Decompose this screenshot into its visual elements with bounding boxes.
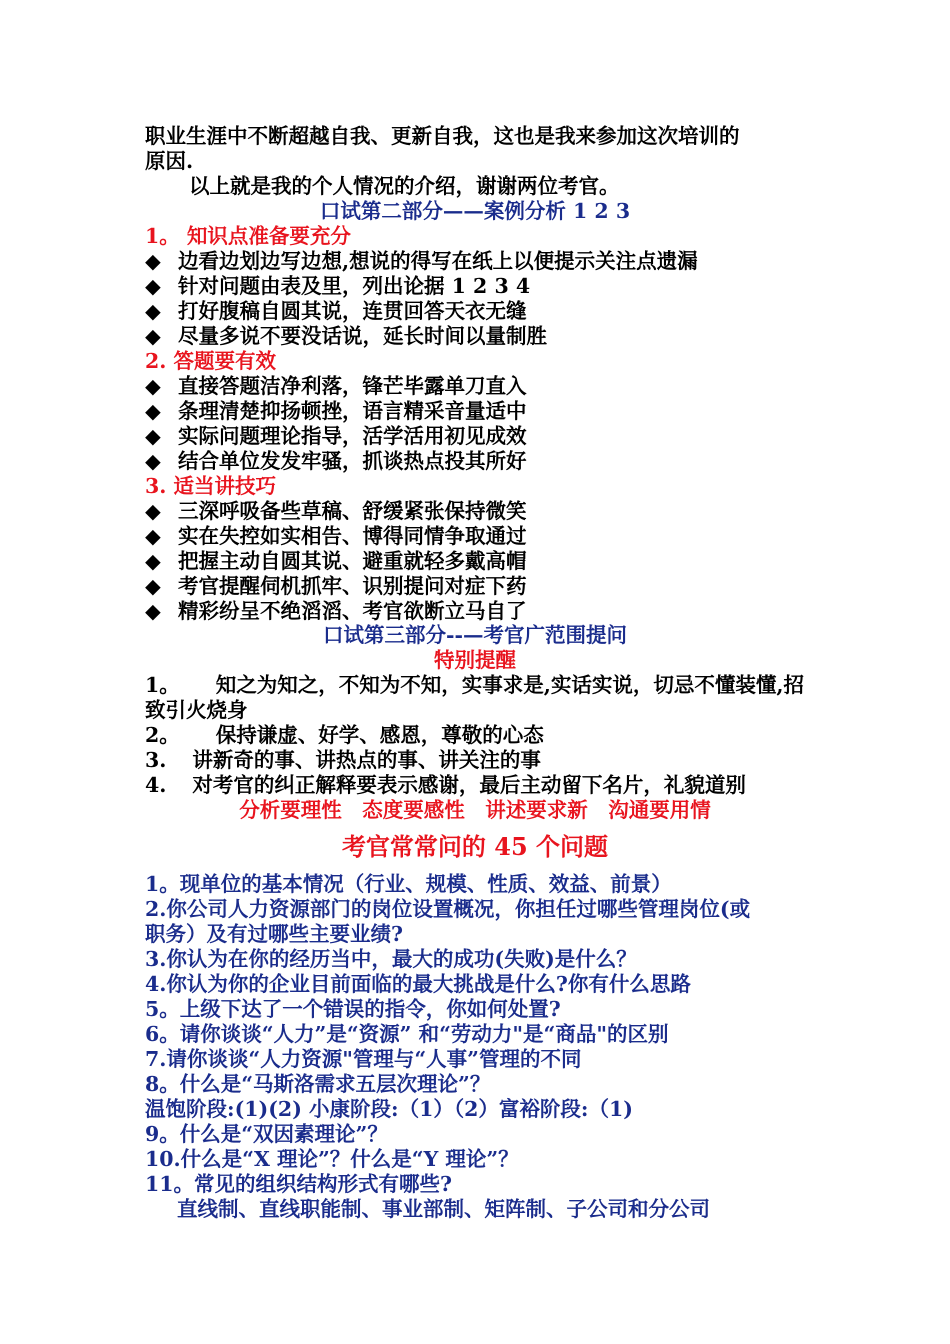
diamond-bullet-icon: ◆ — [145, 574, 161, 598]
bullet-text: 实在失控如实相告、博得同情争取通过 — [178, 524, 527, 548]
part3-subtitle: 特别提醒 — [434, 648, 516, 672]
part3-title: 口试第三部分--—考官广范围提问 — [322, 623, 628, 647]
item-number: 2。 — [145, 723, 180, 747]
bullet-text: 把握主动自圆其说、避重就轻多戴高帽 — [178, 549, 527, 573]
question-line: 3.你认为在你的经历当中，最大的成功(失败)是什么？ — [145, 947, 637, 971]
diamond-bullet-icon: ◆ — [145, 374, 161, 398]
item-text: 讲新奇的事、讲热点的事、讲关注的事 — [192, 748, 541, 772]
question-line: 10.什么是“X 理论”？什么是“Y 理论”？ — [145, 1147, 519, 1171]
diamond-bullet-icon: ◆ — [145, 449, 161, 473]
bullet-text: 打好腹稿自圆其说，连贯回答天衣无缝 — [178, 299, 527, 323]
bullet-text: 三深呼吸备些草稿、舒缓紧张保持微笑 — [178, 499, 527, 523]
item-text: 保持谦虚、好学、感恩，尊敬的心态 — [215, 723, 544, 747]
item-text: 知之为知之，不知为不知，实事求是,实话实说，切忌不懂装懂,招致引火烧身 — [145, 673, 805, 722]
bullet-text: 直接答题洁净利落，锋芒毕露单刀直入 — [178, 374, 527, 398]
part2-bullet-item — [145, 249, 825, 274]
question-line: 4.你认为你的企业目前面临的最大挑战是什么?你有什么思路 — [145, 972, 691, 996]
part3-item-4 — [145, 773, 825, 798]
question-line: 温饱阶段:(1)(2) 小康阶段:（1）（2）富裕阶段:（1) — [145, 1097, 633, 1121]
part2-section-3-heading: 3. 适当讲技巧 — [145, 474, 277, 498]
part2-section-1-heading: 1。 知识点准备要充分 — [145, 224, 351, 248]
part2-bullet-item — [145, 424, 825, 449]
bullet-text: 精彩纷呈不绝滔滔、考官欲断立马自了 — [178, 599, 527, 623]
question-line: 9。什么是“双因素理论”？ — [145, 1122, 388, 1146]
part2-bullet-item — [145, 599, 825, 624]
intro-line-1: 职业生涯中不断超越自我、更新自我，这也是我来参加这次培训的 — [145, 124, 740, 148]
diamond-bullet-icon: ◆ — [145, 324, 161, 348]
part3-item-3 — [145, 748, 825, 773]
questions-title: 考官常常问的 45 个问题 — [341, 832, 609, 861]
part2-bullet-item — [145, 449, 825, 474]
item-number: 3. — [145, 748, 167, 772]
diamond-bullet-icon: ◆ — [145, 524, 161, 548]
item-text: 对考官的纠正解释要表示感谢，最后主动留下名片，礼貌道别 — [192, 773, 746, 797]
question-line: 6。请你谈谈“人力”是“资源” 和“劳动力"是“商品"的区别 — [145, 1022, 669, 1046]
part2-bullet-item — [145, 574, 825, 599]
diamond-bullet-icon: ◆ — [145, 399, 161, 423]
part3-item-1 — [145, 673, 805, 723]
diamond-bullet-icon: ◆ — [145, 424, 161, 448]
part2-bullet-item — [145, 324, 825, 349]
question-line: 2.你公司人力资源部门的岗位设置概况，你担任过哪些管理岗位(或 — [145, 897, 751, 921]
item-number: 1。 — [145, 673, 180, 697]
part3-item-2 — [145, 723, 825, 748]
question-line: 直线制、直线职能制、事业部制、矩阵制、子公司和分公司 — [177, 1197, 710, 1221]
bullet-text: 条理清楚抑扬顿挫，语言精采音量适中 — [178, 399, 527, 423]
bullet-text: 考官提醒伺机抓牢、识别提问对症下药 — [178, 574, 527, 598]
diamond-bullet-icon: ◆ — [145, 274, 161, 298]
part2-title: 口试第二部分——案例分析 1 2 3 — [319, 199, 631, 223]
diamond-bullet-icon: ◆ — [145, 249, 161, 273]
bullet-text: 针对问题由表及里，列出论据 1 2 3 4 — [178, 274, 531, 298]
intro-line-2: 原因. — [145, 149, 194, 173]
bullet-text: 结合单位发发牢骚，抓谈热点投其所好 — [178, 449, 527, 473]
question-line: 11。常见的组织结构形式有哪些? — [145, 1172, 453, 1196]
intro-line-3: 以上就是我的个人情况的介绍，谢谢两位考官。 — [189, 174, 620, 198]
diamond-bullet-icon: ◆ — [145, 549, 161, 573]
part2-bullet-item — [145, 524, 825, 549]
diamond-bullet-icon: ◆ — [145, 499, 161, 523]
part2-bullet-item — [145, 549, 825, 574]
question-line: 7.请你谈谈“人力资源"管理与“人事”管理的不同 — [145, 1047, 582, 1071]
question-line: 8。什么是“马斯洛需求五层次理论”？ — [145, 1072, 491, 1096]
diamond-bullet-icon: ◆ — [145, 299, 161, 323]
item-number: 4. — [145, 773, 167, 797]
part2-section-2-heading: 2. 答题要有效 — [145, 349, 277, 373]
part2-bullet-item — [145, 299, 825, 324]
part2-bullet-item — [145, 374, 825, 399]
diamond-bullet-icon: ◆ — [145, 599, 161, 623]
bullet-text: 实际问题理论指导，活学活用初见成效 — [178, 424, 527, 448]
bullet-text: 尽量多说不要没话说，延长时间以量制胜 — [178, 324, 547, 348]
part2-bullet-item — [145, 399, 825, 424]
part2-bullet-item — [145, 274, 825, 299]
question-line: 5。上级下达了一个错误的指令，你如何处置? — [145, 997, 561, 1021]
question-line: 职务）及有过哪些主要业绩? — [145, 922, 404, 946]
part3-motto: 分析要理性 态度要感性 讲述要求新 沟通要用情 — [239, 798, 711, 822]
part2-bullet-item — [145, 499, 825, 524]
question-line: 1。现单位的基本情况（行业、规模、性质、效益、前景） — [145, 872, 672, 896]
bullet-text: 边看边划边写边想,想说的得写在纸上以便提示关注点遗漏 — [178, 249, 698, 273]
